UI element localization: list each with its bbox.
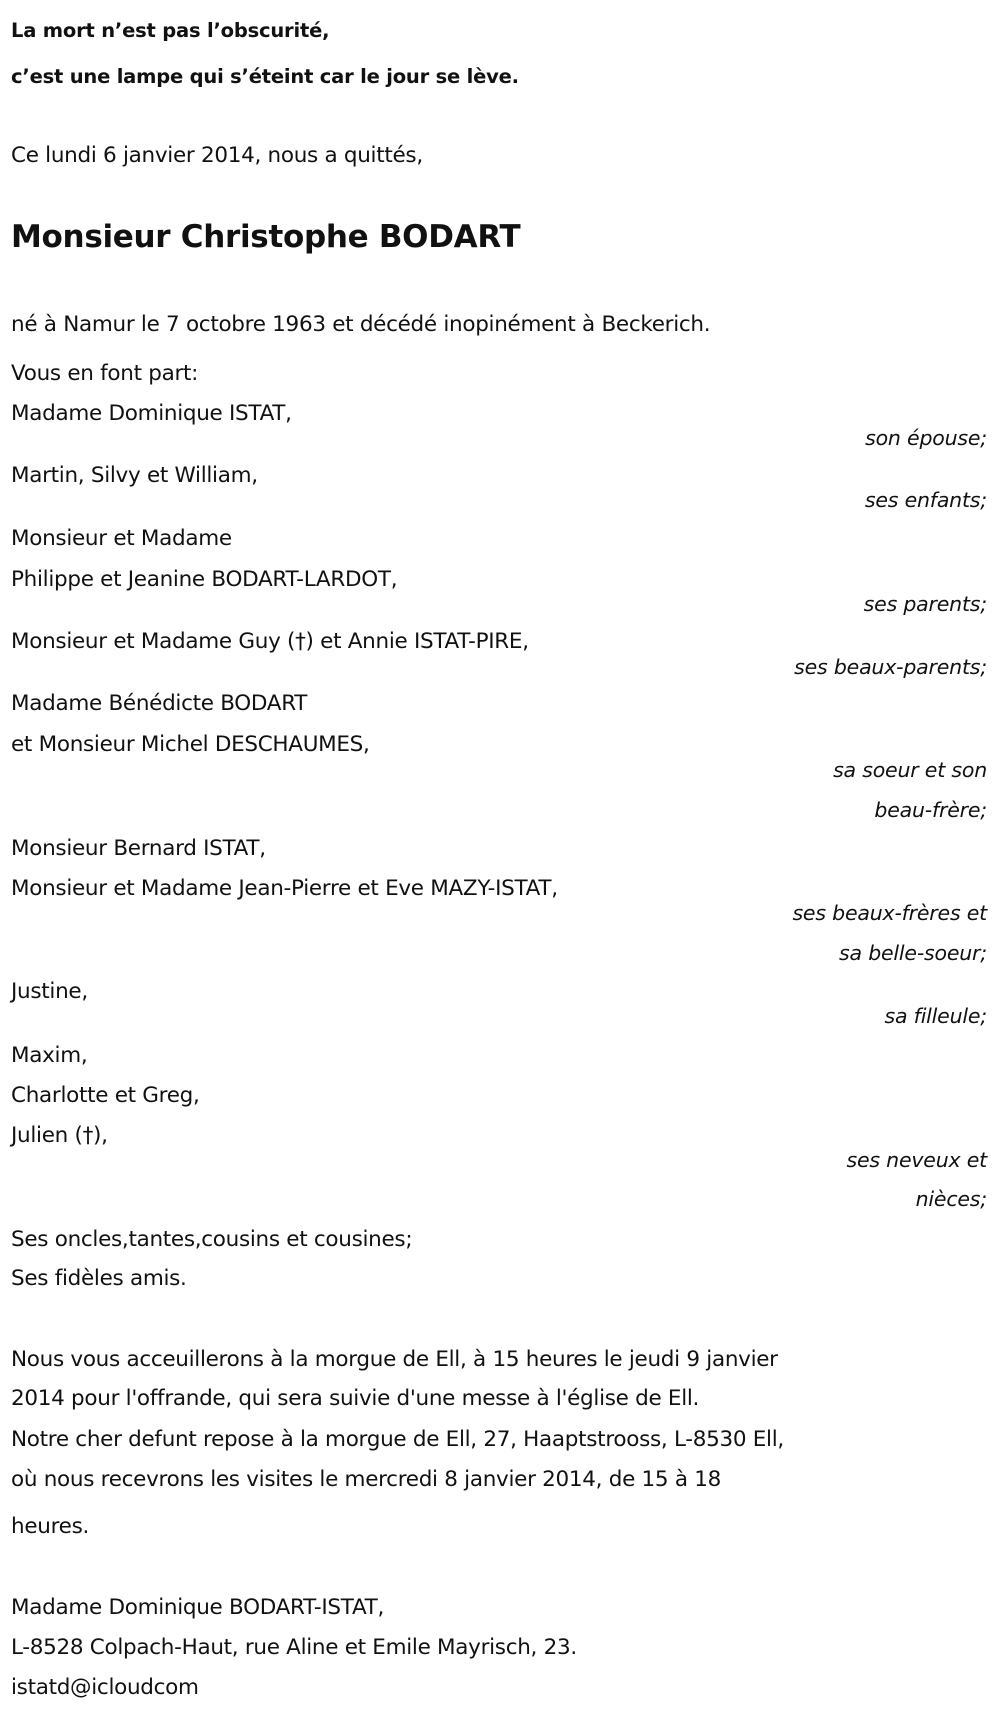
family-name: Monsieur et Madame Jean-Pierre et Eve MAZY-ISTAT,: [11, 876, 558, 901]
family-name: Madame Bénédicte BODART: [11, 691, 308, 716]
others-line: Ses fidèles amis.: [11, 1266, 187, 1291]
family-name: Julien (†),: [11, 1123, 108, 1148]
contact-email: istatd@icloudcom: [11, 1675, 199, 1700]
family-name: Maxim,: [11, 1043, 88, 1068]
family-name: Charlotte et Greg,: [11, 1083, 200, 1108]
ceremony-line: Nous vous acceuillerons à la morgue de Ell, à 15 heures le jeudi 9 janvier: [11, 1347, 778, 1372]
intro-text: Ce lundi 6 janvier 2014, nous a quittés,: [11, 143, 423, 168]
family-name: Monsieur et Madame: [11, 526, 232, 551]
family-relation: ses beaux-parents;: [794, 655, 987, 679]
family-relation: beau-frère;: [874, 798, 987, 822]
family-name: Justine,: [11, 979, 88, 1004]
family-relation: sa belle-soeur;: [839, 941, 987, 965]
deceased-name: Monsieur Christophe BODART: [11, 219, 521, 255]
contact-name: Madame Dominique BODART-ISTAT,: [11, 1595, 385, 1620]
family-relation: sa filleule;: [884, 1004, 987, 1028]
family-relation: nièces;: [915, 1187, 987, 1211]
family-name: Madame Dominique ISTAT,: [11, 401, 292, 426]
family-name: Martin, Silvy et William,: [11, 463, 258, 488]
family-name: et Monsieur Michel DESCHAUMES,: [11, 732, 370, 757]
visits-line: heures.: [11, 1514, 90, 1539]
family-name: Monsieur Bernard ISTAT,: [11, 836, 266, 861]
ceremony-line: 2014 pour l'offrande, qui sera suivie d'une messe à l'église de Ell.: [11, 1386, 700, 1411]
family-relation: sa soeur et son: [833, 758, 987, 782]
family-name: Monsieur et Madame Guy (†) et Annie ISTAT-PIRE,: [11, 629, 529, 654]
family-relation: ses neveux et: [846, 1148, 987, 1172]
birth-text: né à Namur le 7 octobre 1963 et décédé inopinément à Beckerich.: [11, 312, 711, 337]
quote-line: c’est une lampe qui s’éteint car le jour se lève.: [11, 65, 519, 88]
contact-address: L-8528 Colpach-Haut, rue Aline et Emile Mayrisch, 23.: [11, 1635, 577, 1660]
visits-line: Notre cher defunt repose à la morgue de Ell, 27, Haaptstrooss, L-8530 Ell,: [11, 1427, 784, 1452]
family-relation: ses enfants;: [864, 488, 987, 512]
announce-text: Vous en font part:: [11, 361, 199, 386]
family-relation: ses parents;: [863, 592, 987, 616]
family-relation: ses beaux-frères et: [792, 901, 987, 925]
family-name: Philippe et Jeanine BODART-LARDOT,: [11, 567, 398, 592]
quote-line: La mort n’est pas l’obscurité,: [11, 19, 330, 42]
visits-line: où nous recevrons les visites le mercredi 8 janvier 2014, de 15 à 18: [11, 1467, 721, 1492]
family-relation: son épouse;: [865, 426, 987, 450]
others-line: Ses oncles,tantes,cousins et cousines;: [11, 1227, 413, 1252]
